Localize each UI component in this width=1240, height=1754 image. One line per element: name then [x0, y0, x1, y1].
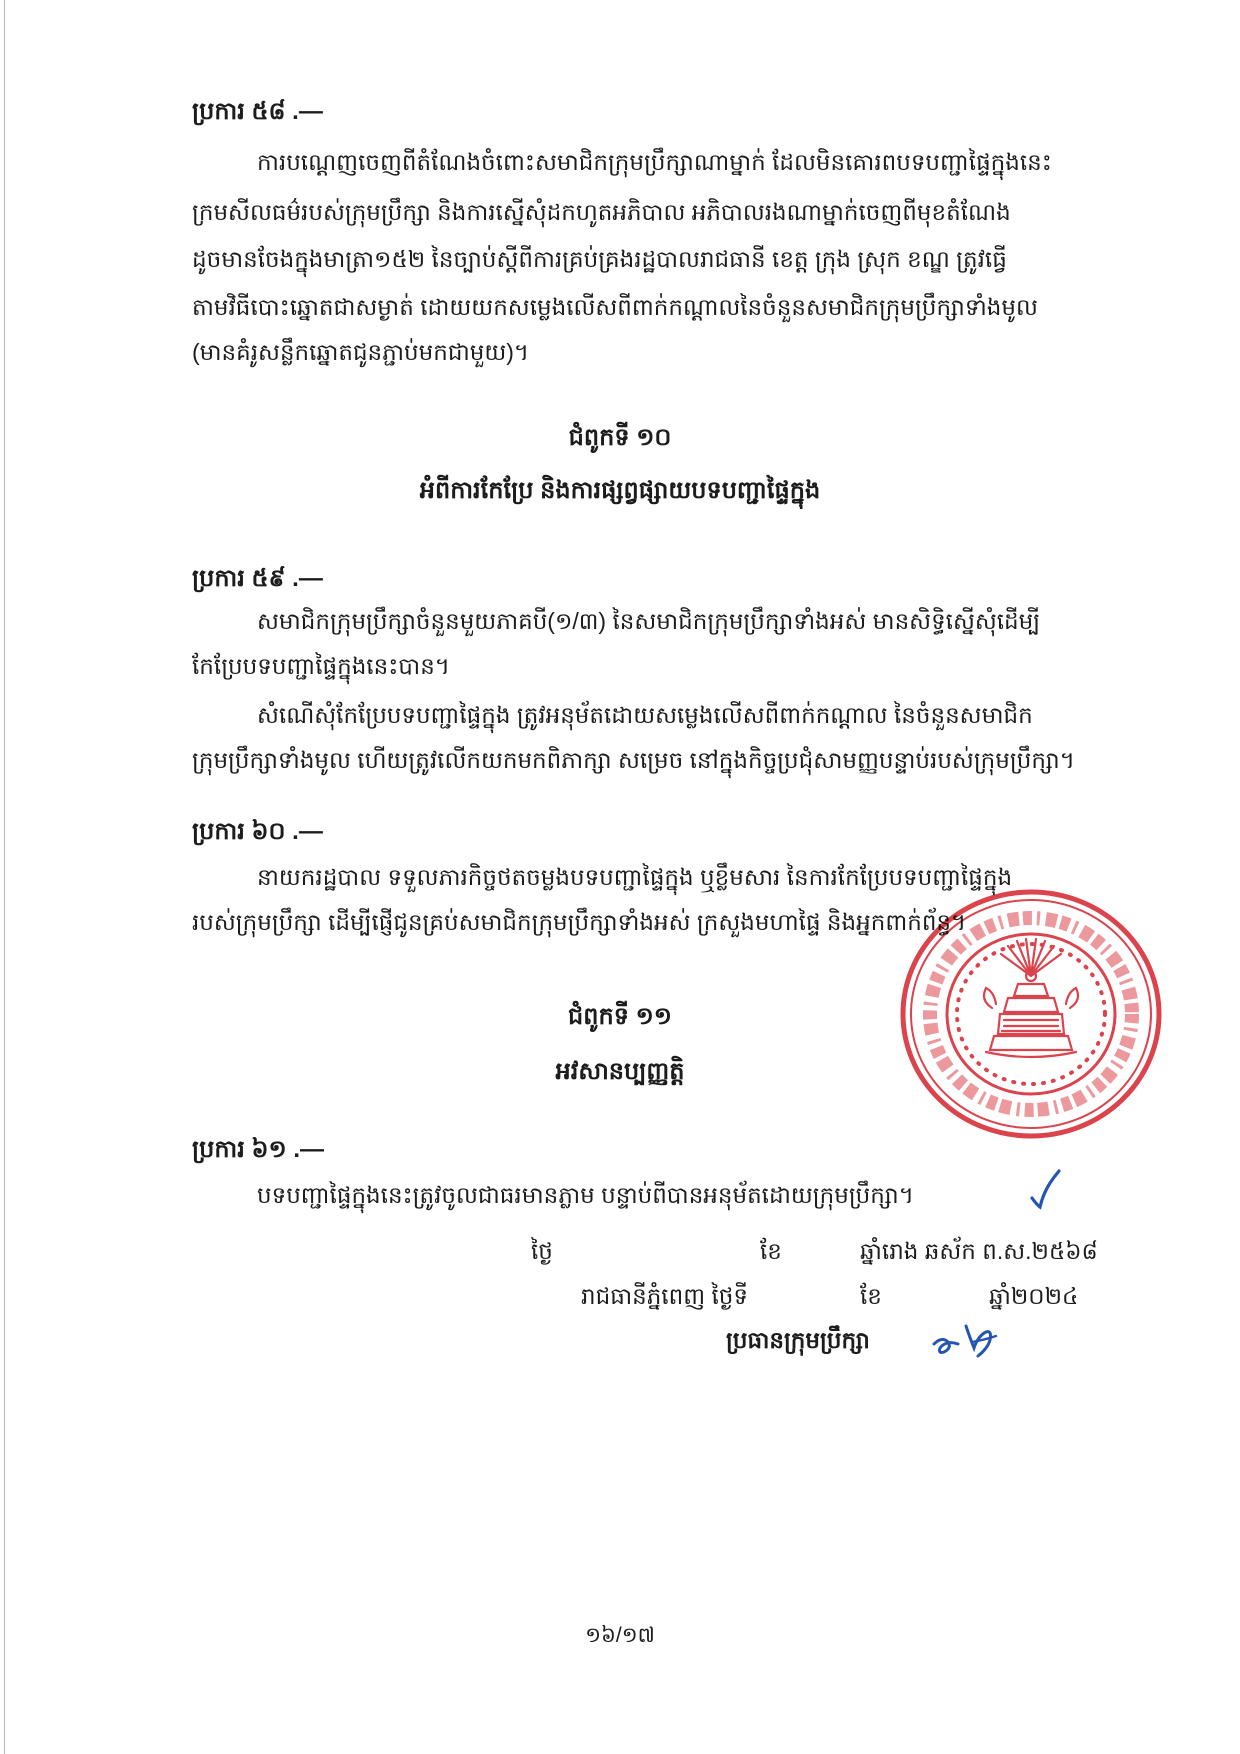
article-61-heading: ប្រការ ៦១ .—: [192, 1136, 325, 1163]
article-58-line: ការបណ្តេញចេញពីតំណែងចំពោះសមាជិកក្រុមប្រឹក្សាណាម្នាក់ ដែលមិនគោរពបទបញ្ជាផ្ទៃក្នុងនេះ: [257, 149, 1052, 175]
article-58-heading: ប្រការ ៥៨ .—: [192, 98, 323, 125]
article-58-line: (មានគំរូសន្លឹកឆ្នោតជូនភ្ជាប់មកជាមួយ)។: [192, 339, 530, 365]
chapter-10-title: ជំពូកទី ១០: [568, 424, 672, 451]
date-year: ឆ្នាំ២០២៤: [989, 1283, 1079, 1309]
article-61-line: បទបញ្ជាផ្ទៃក្នុងនេះត្រូវចូលជាធរមានភ្លាម បន្ទាប់ពីបានអនុម័តដោយក្រុមប្រឹក្សា។: [257, 1182, 914, 1208]
article-59-line: សំណើសុំកែប្រែបទបញ្ជាផ្ទៃក្នុង ត្រូវអនុម័តដោយសម្លេងលើសពីពាក់កណ្តាល នៃចំនួនសមាជិក: [257, 702, 1033, 728]
date-day-label: ថ្ងៃ: [531, 1238, 553, 1264]
article-60-line: នាយករដ្ឋបាល ទទួលភារកិច្ចថតចម្លងបទបញ្ជាផ្ទៃក្នុង ឬខ្លឹមសារ នៃការកែប្រែបទបញ្ជាផ្ទៃក្នុង: [257, 864, 1013, 890]
chapter-11-subtitle: អវសានប្បញ្ញត្តិ: [555, 1058, 685, 1085]
date-lunar-year: ឆ្នាំរោង ឆស័ក ព.ស.២៥៦៨: [860, 1238, 1098, 1264]
date-place-day: រាជធានីភ្នំពេញ ថ្ងៃទី: [581, 1283, 748, 1309]
article-60-line: របស់ក្រុមប្រឹក្សា ដើម្បីផ្ញើជូនគ្រប់សមាជិកក្រុមប្រឹក្សាទាំងអស់ ក្រសួងមហាផ្ទៃ និងអ្នកពាក់ព័ន្ធ។: [192, 909, 967, 935]
page-number: ១៦/១៧: [585, 1624, 655, 1647]
article-58-line: តាមវិធីបោះឆ្នោតជាសម្ងាត់ ដោយយកសម្លេងលើសពីពាក់កណ្តាលនៃចំនួនសមាជិកក្រុមប្រឹក្សាទាំងមូល: [192, 294, 1038, 320]
official-seal: [896, 884, 1166, 1144]
check-mark-icon: [1028, 1168, 1062, 1212]
date-month-label: ខែ: [860, 1283, 882, 1309]
article-60-heading: ប្រការ ៦០ .—: [192, 818, 323, 845]
seal-emblem: [984, 939, 1078, 1057]
chapter-10-subtitle: អំពីការកែប្រែ និងការផ្សព្វផ្សាយបទបញ្ជាផ្ទៃក្នុង: [419, 477, 821, 504]
article-59-heading: ប្រការ ៥៩ .—: [192, 565, 323, 592]
article-59-line: កែប្រែបទបញ្ជាផ្ទៃក្នុងនេះបាន។: [192, 653, 450, 679]
signatory-title: ប្រធានក្រុមប្រឹក្សា: [726, 1327, 870, 1353]
signature-icon: [930, 1314, 1010, 1364]
article-58-line: ដូចមានចែងក្នុងមាត្រា១៥២ នៃច្បាប់ស្តីពីការគ្រប់គ្រងរដ្ឋបាលរាជធានី ខេត្ត ក្រុង ស្រុក ខណ្ឌ ត្រូវធ្វើ: [192, 246, 1007, 272]
chapter-11-title: ជំពូកទី ១១: [568, 1003, 672, 1030]
article-58-line: ក្រមសីលធម៌របស់ក្រុមប្រឹក្សា និងការស្នើសុំដកហូតអភិបាល អភិបាលរងណាម្នាក់ចេញពីមុខតំណែង: [192, 199, 1011, 225]
scan-edge: [4, 0, 5, 1754]
date-month-label: ខែ: [760, 1238, 782, 1264]
article-59-line: ក្រុមប្រឹក្សាទាំងមូល ហើយត្រូវលើកយកមកពិភាក្សា សម្រេច នៅក្នុងកិច្ចប្រជុំសាមញ្ញបន្ទាប់របស់ក្រុមប្រឹក្សា។: [192, 747, 1075, 773]
article-59-line: សមាជិកក្រុមប្រឹក្សាចំនួនមួយភាគបី(១/៣) នៃសមាជិកក្រុមប្រឹក្សាទាំងអស់ មានសិទ្ធិស្នើសុំដើម្បី: [257, 608, 1041, 634]
